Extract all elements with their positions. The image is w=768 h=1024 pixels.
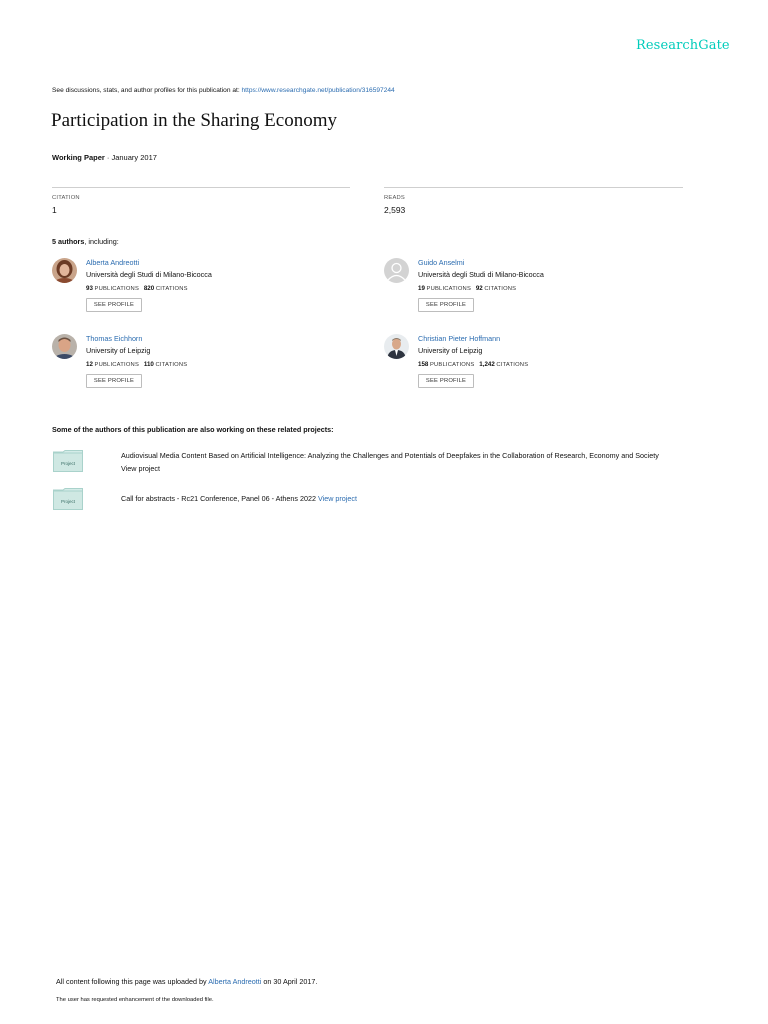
discussion-prefix: See discussions, stats, and author profiles for this publication at: bbox=[52, 87, 242, 94]
author-avatar[interactable] bbox=[52, 258, 77, 283]
author-institution: University of Leipzig bbox=[86, 346, 151, 355]
citations-label: CITATIONS bbox=[155, 362, 188, 368]
author-institution: University of Leipzig bbox=[418, 346, 483, 355]
publications-label: PUBLICATIONS bbox=[429, 362, 475, 368]
citation-divider bbox=[52, 187, 350, 188]
publications-count: 12 bbox=[86, 361, 93, 368]
publications-count: 93 bbox=[86, 285, 93, 292]
default-user-icon bbox=[384, 258, 409, 283]
author-card bbox=[384, 334, 684, 398]
citation-label: CITATION bbox=[52, 195, 80, 201]
publications-label: PUBLICATIONS bbox=[426, 286, 472, 292]
publication-type: Working Paper bbox=[52, 153, 105, 162]
author-card bbox=[52, 334, 352, 398]
see-profile-button[interactable]: SEE PROFILE bbox=[86, 298, 142, 312]
upload-prefix: All content following this page was uploaded by bbox=[56, 977, 209, 986]
author-stats bbox=[418, 285, 516, 292]
male-photo-icon bbox=[52, 334, 77, 359]
publication-type-line bbox=[52, 153, 157, 162]
publications-label: PUBLICATIONS bbox=[94, 286, 140, 292]
see-profile-button[interactable]: SEE PROFILE bbox=[86, 374, 142, 388]
author-institution: Università degli Studi di Milano-Bicocca bbox=[418, 270, 544, 279]
uploader-link[interactable]: Alberta Andreotti bbox=[208, 977, 262, 986]
male-suit-photo-icon bbox=[384, 334, 409, 359]
view-project-link[interactable]: View project bbox=[121, 464, 161, 473]
citations-count: 1,242 bbox=[479, 361, 495, 368]
publication-url-link[interactable]: https://www.researchgate.net/publication/316597244 bbox=[241, 87, 395, 94]
citations-label: CITATIONS bbox=[484, 286, 517, 292]
upload-info bbox=[56, 977, 317, 986]
publications-count: 158 bbox=[418, 361, 429, 368]
author-avatar[interactable] bbox=[52, 334, 77, 359]
citations-count: 820 bbox=[143, 285, 155, 292]
publications-label: PUBLICATIONS bbox=[94, 362, 140, 368]
researchgate-logo[interactable]: ResearchGate bbox=[636, 38, 730, 53]
author-name-link[interactable]: Christian Pieter Hoffmann bbox=[418, 334, 501, 343]
discussion-line bbox=[52, 87, 395, 94]
author-name-link[interactable]: Guido Anselmi bbox=[418, 258, 465, 267]
author-card bbox=[384, 258, 684, 322]
publication-date: January 2017 bbox=[111, 153, 157, 162]
view-project-link[interactable]: View project bbox=[317, 494, 357, 503]
citation-value: 1 bbox=[52, 205, 57, 215]
citations-label: CITATIONS bbox=[155, 286, 188, 292]
author-name-link[interactable]: Thomas Eichhorn bbox=[86, 334, 143, 343]
citations-count: 92 bbox=[475, 285, 483, 292]
project-folder-icon[interactable] bbox=[53, 488, 83, 510]
project-title: Call for abstracts - Rc21 Conference, Panel 06 - Athens 2022 bbox=[121, 494, 316, 503]
author-stats bbox=[418, 361, 528, 368]
project-folder-icon[interactable] bbox=[53, 450, 83, 472]
author-avatar[interactable] bbox=[384, 334, 409, 359]
reads-label: READS bbox=[384, 195, 405, 201]
see-profile-button[interactable]: SEE PROFILE bbox=[418, 374, 474, 388]
project-line bbox=[121, 494, 357, 503]
author-stats bbox=[86, 285, 188, 292]
authors-count: 5 authors bbox=[52, 237, 85, 246]
author-avatar[interactable] bbox=[384, 258, 409, 283]
type-separator: · bbox=[104, 153, 112, 162]
reads-divider bbox=[384, 187, 683, 188]
publications-count: 19 bbox=[418, 285, 425, 292]
project-icon-label: Project bbox=[60, 499, 76, 504]
author-stats bbox=[86, 361, 187, 368]
folder-icon bbox=[53, 488, 83, 510]
see-profile-button[interactable]: SEE PROFILE bbox=[418, 298, 474, 312]
authors-suffix: , including: bbox=[84, 237, 119, 246]
project-icon-label: Project bbox=[60, 461, 76, 466]
related-projects-heading: Some of the authors of this publication are also working on these related projects: bbox=[52, 425, 334, 434]
author-institution: Università degli Studi di Milano-Bicocca bbox=[86, 270, 212, 279]
author-card bbox=[52, 258, 352, 322]
female-photo-icon bbox=[52, 258, 77, 283]
reads-value: 2,593 bbox=[384, 205, 406, 215]
folder-icon bbox=[53, 450, 83, 472]
page-title: Participation in the Sharing Economy bbox=[51, 110, 338, 131]
citations-label: CITATIONS bbox=[496, 362, 529, 368]
enhancement-note: The user has requested enhancement of the downloaded file. bbox=[56, 997, 214, 1003]
project-title: Audiovisual Media Content Based on Artificial Intelligence: Analyzing the Challenges and Potentials of Deepfakes in the Collaboration of Research, Economy and Society bbox=[121, 451, 659, 460]
upload-suffix: on 30 April 2017. bbox=[261, 977, 318, 986]
author-name-link[interactable]: Alberta Andreotti bbox=[86, 258, 140, 267]
citations-count: 110 bbox=[143, 361, 154, 368]
authors-heading bbox=[52, 237, 119, 246]
